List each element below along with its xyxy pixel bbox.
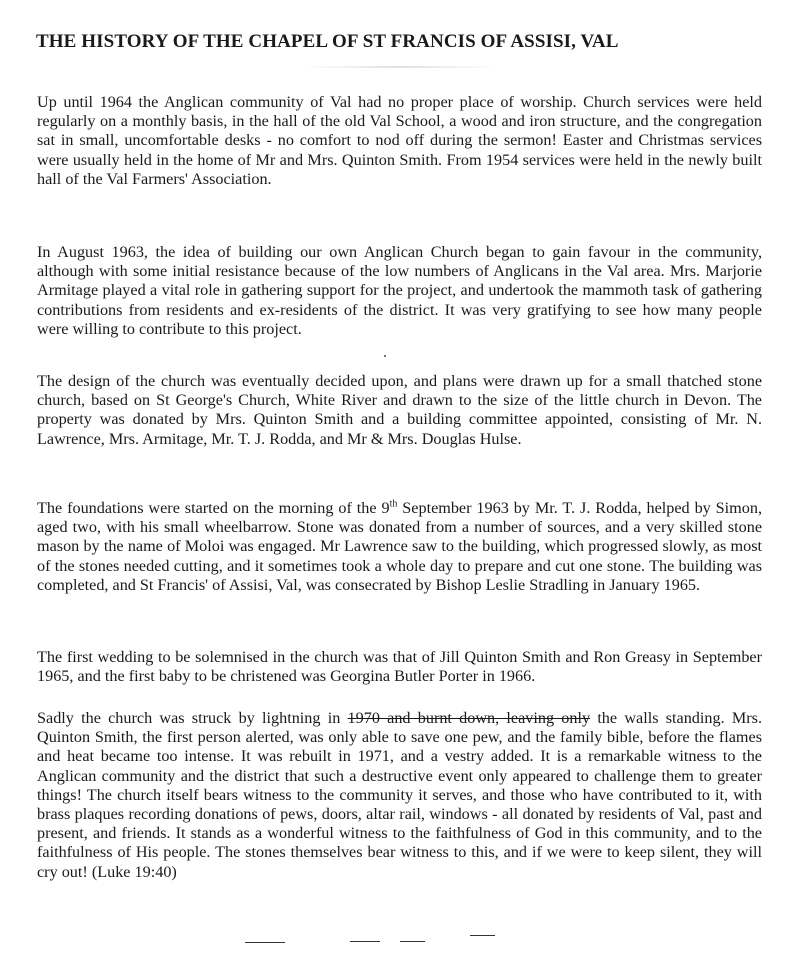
paragraph-lightning-text-rest: the walls standing. Mrs. Quinton Smith, the first person alerted, was only able to save one pew, and the family bible, before the flames and heat became too intense. It was rebuilt in 1971, and a vestry added. It is a remarkable witness to the Anglican community and the district that such a destructive event only appeared to challenge them to greater things! The church itself bears witness to the community it serves, and those who have contributed to it, with brass plaques recording donations of pews, doors, altar rail, windows - all donated by residents of Val, past and present, and friends. It stands as a wonderful witness to the faithfulness of God in this community, and to the faithfulness of His people. The stones themselves bear witness to this, and if we were to keep silent, they will cry out! (Luke 19:40) [37, 709, 762, 881]
paragraph-fundraising: In August 1963, the idea of building our own Anglican Church began to gain favour in the community, although with some initial resistance because of the low numbers of Anglicans in the Val area. Mrs. Marjorie Armitage played a vital role in gathering support for the project, and undertook the mammoth task of gathering contributions from residents and ex-residents of the district. It was very gratifying to see how many people were willing to contribute to this project. [37, 243, 762, 338]
paragraph-construction [37, 499, 762, 595]
paragraph-construction-text-start: The foundations were started on the morning of the 9 [37, 499, 390, 517]
pen-mark [350, 941, 380, 942]
struck-through-text: 1970 and burnt down, leaving only [347, 709, 591, 727]
pen-mark [470, 935, 495, 936]
document-title: THE HISTORY OF THE CHAPEL OF ST FRANCIS OF ASSISI, VAL [36, 31, 619, 52]
paragraph-construction-text-end: September 1963 by Mr. T. J. Rodda, helped by Simon, aged two, with his small wheelbarrow. Stone was donated from a number of sources, and a very skilled stone mason by the name of Moloi was engaged. Mr Lawrence saw to the building, which progressed slowly, as most of the stones needed cutting, and it sometimes took a whole day to prepare and cut one stone. The building was completed, and St Francis' of Assisi, Val, was consecrated by Bishop Leslie Stradling in January 1965. [37, 499, 762, 594]
scan-smudge [300, 66, 500, 68]
paragraph-first-wedding: The first wedding to be solemnised in the church was that of Jill Quinton Smith and Ron Greasy in September 1965, and the first baby to be christened was Georgina Butler Porter in 1966. [37, 648, 762, 686]
paragraph-design: The design of the church was eventually decided upon, and plans were drawn up for a small thatched stone church, based on St George's Church, White River and drawn to the size of the little church in Devon. The property was donated by Mrs. Quinton Smith and a building committee appointed, consisting of Mr. N. Lawrence, Mrs. Armitage, Mr. T. J. Rodda, and Mr & Mrs. Douglas Hulse. [37, 372, 762, 448]
pen-mark [400, 941, 425, 942]
pen-mark [245, 942, 285, 943]
scan-speck [384, 355, 386, 357]
ordinal-suffix: th [389, 498, 398, 510]
paragraph-early-worship: Up until 1964 the Anglican community of Val had no proper place of worship. Church services were held regularly on a monthly basis, in the hall of the old Val School, a wood and iron structure, and the congregation sat in small, uncomfortable desks - no comfort to nod off during the sermon! Easter and Christmas services were usually held in the home of Mr and Mrs. Quinton Smith. From 1954 services were held in the newly built hall of the Val Farmers' Association. [37, 93, 762, 188]
paragraph-lightning-text-start: Sadly the church was struck by lightning in [37, 709, 348, 727]
paragraph-lightning-rebuild [37, 709, 762, 882]
